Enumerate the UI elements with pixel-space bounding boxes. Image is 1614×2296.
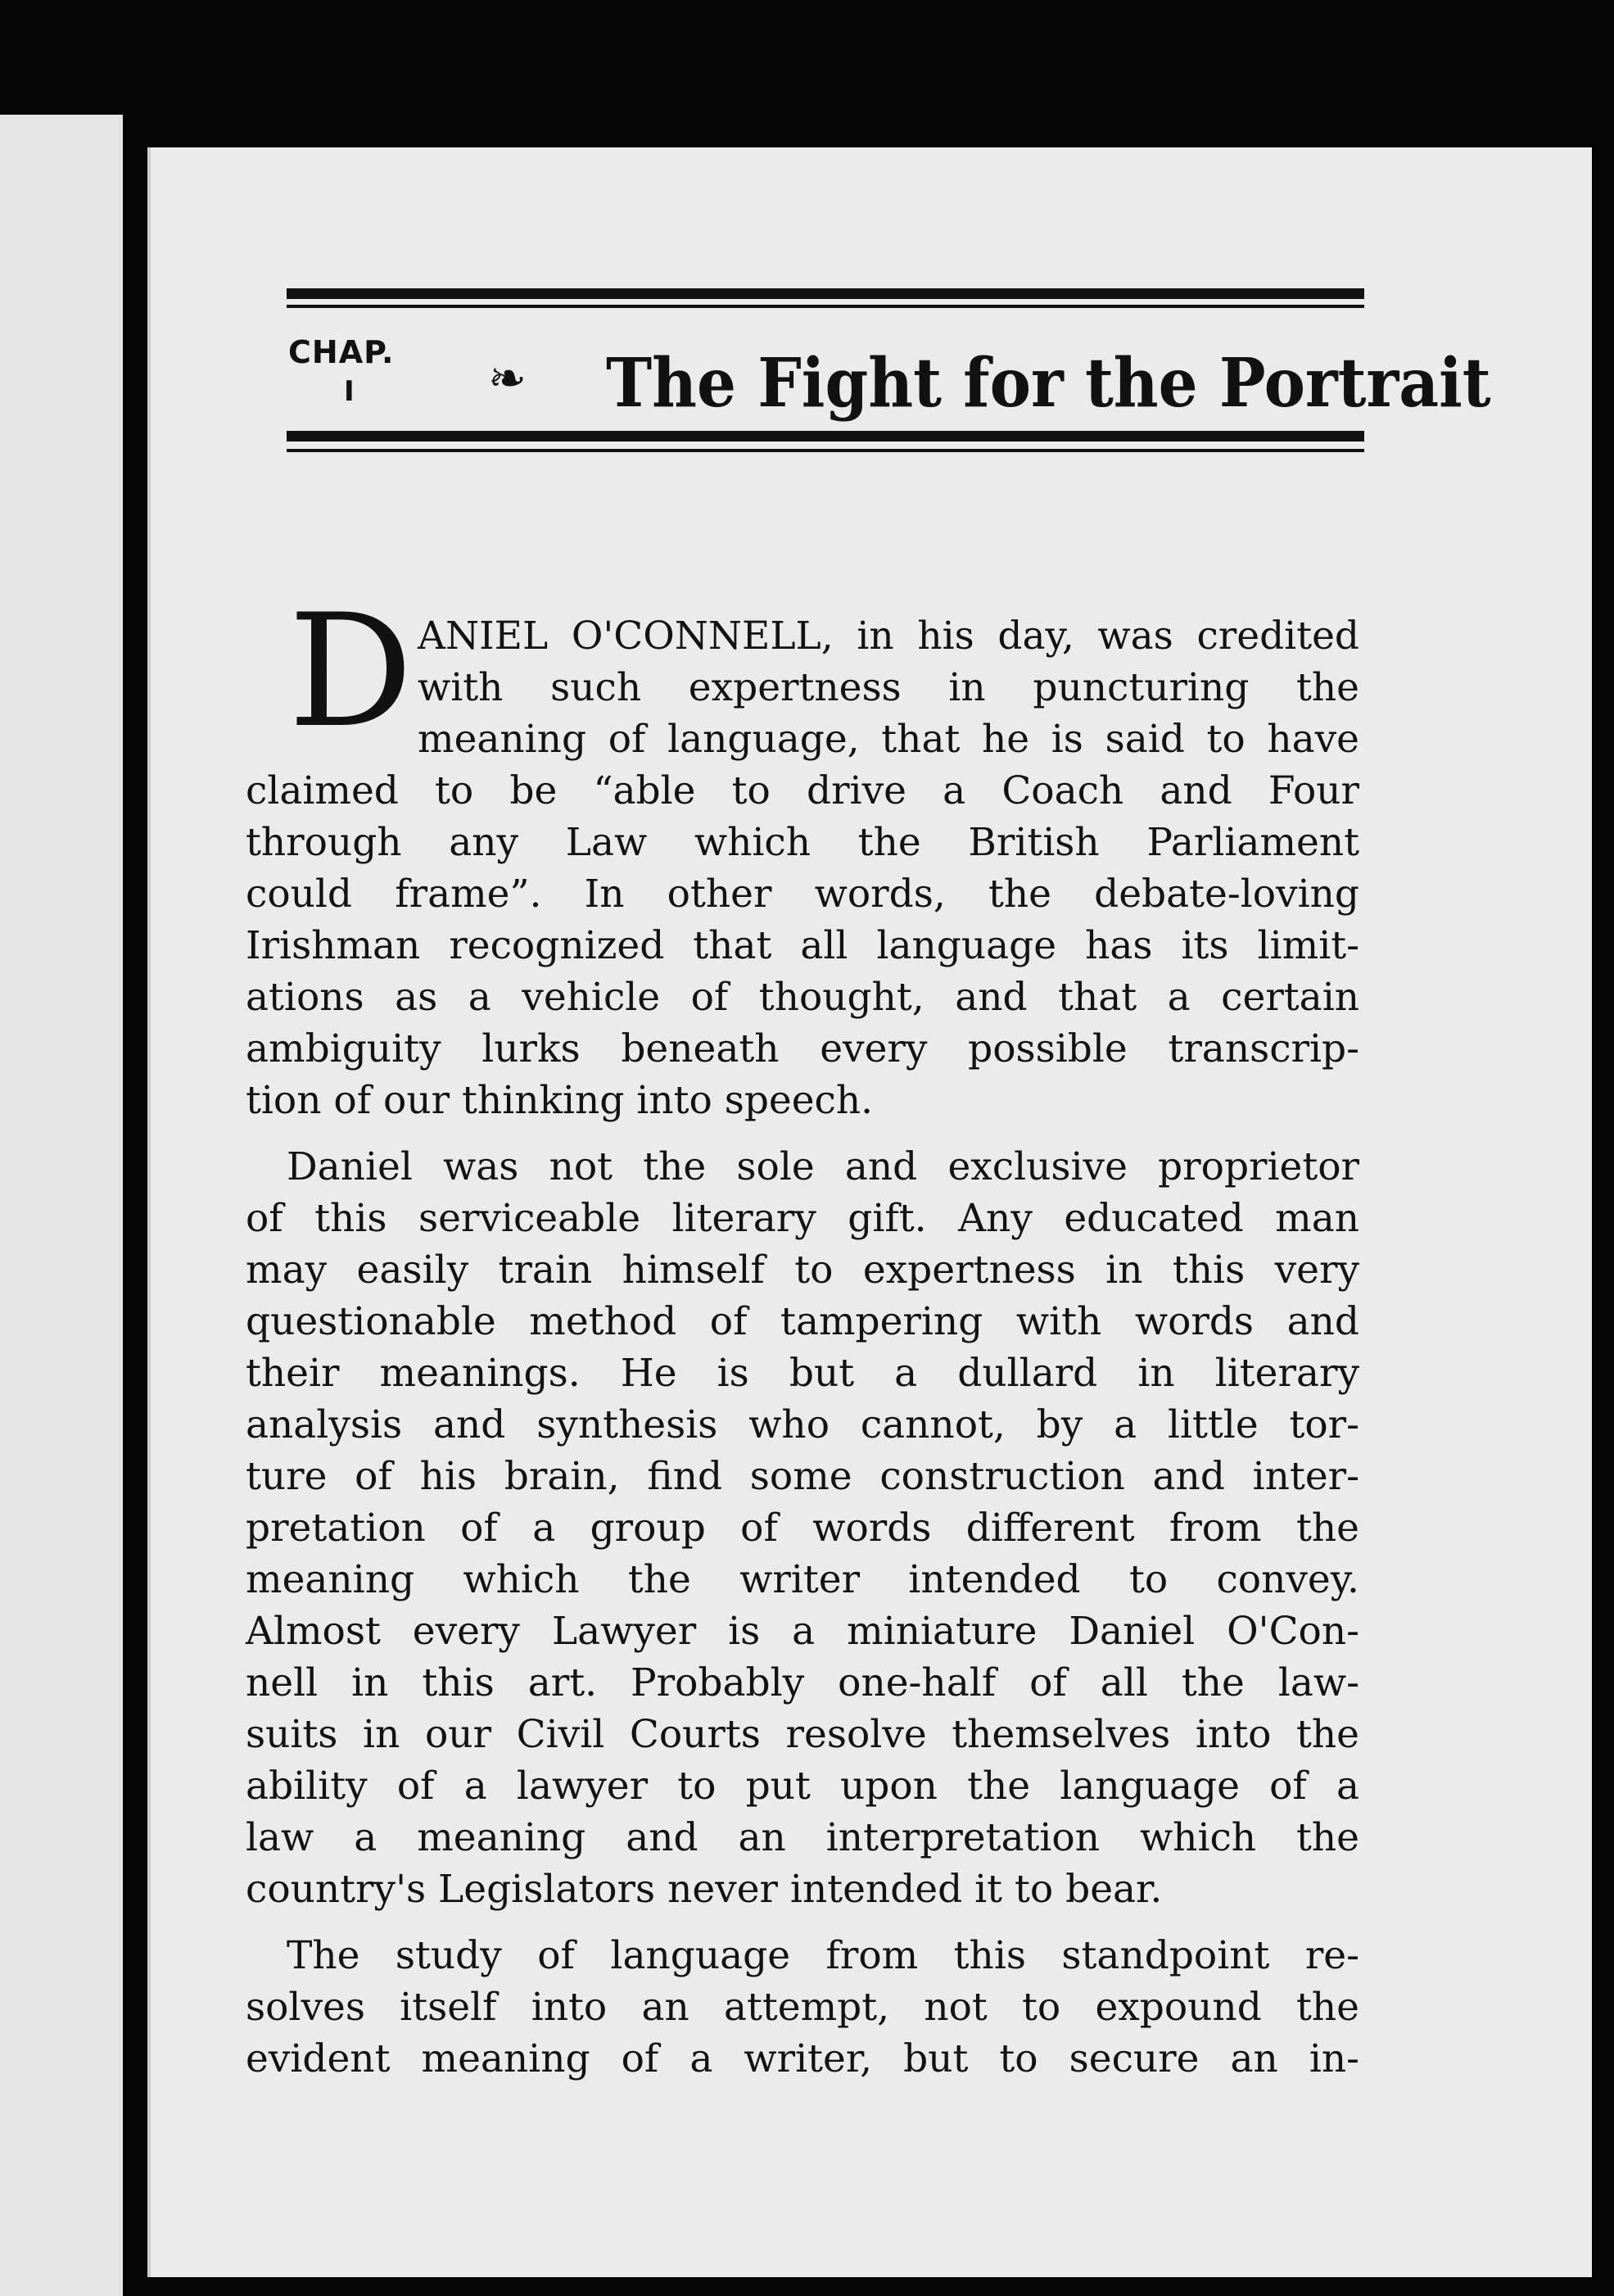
text-line: claimed to be “able to drive a Coach and Four: [246, 768, 1359, 813]
facing-page-edge: [0, 115, 123, 2296]
header-rule-top: [287, 288, 1364, 299]
text-line: of this serviceable literary gift. Any educated man: [246, 1196, 1359, 1241]
text-line: solves itself into an attempt, not to expound the: [246, 1985, 1359, 2030]
text-line: pretation of a group of words different from the: [246, 1506, 1359, 1551]
text-line: suits in our Civil Courts resolve themselves into the: [246, 1712, 1359, 1757]
text-line: Daniel was not the sole and exclusive proprietor: [287, 1144, 1359, 1189]
opening-words: ANIEL O'CONNELL,: [418, 614, 834, 659]
text-line: Irishman recognized that all language has its limit-: [246, 923, 1359, 968]
text-line: could frame”. In other words, the debate-loving: [246, 872, 1359, 917]
text-line: evident meaning of a writer, but to secure an in-: [246, 2036, 1359, 2081]
header-rule-bottom: [287, 431, 1364, 442]
chapter-number: I: [344, 375, 355, 408]
text-line: ability of a lawyer to put upon the language of a: [246, 1764, 1359, 1809]
chapter-label: CHAP.: [288, 334, 395, 370]
header-rule-bottom-thin: [287, 449, 1364, 452]
text-line: nell in this art. Probably one-half of all the law-: [246, 1660, 1359, 1705]
header-rule-top-thin: [287, 305, 1364, 308]
drop-cap: D: [288, 581, 414, 762]
text-line: may easily train himself to expertness in this very: [246, 1248, 1359, 1293]
body-text: [246, 610, 1359, 2085]
text-line: ANIEL O'CONNELL, in his day, was credited: [418, 614, 1359, 659]
text-line: through any Law which the British Parliament: [246, 820, 1359, 865]
text-line: with such expertness in puncturing the: [418, 665, 1359, 710]
text-line: country's Legislators never intended it to bear.: [246, 1867, 1163, 1912]
text-line: meaning which the writer intended to convey.: [246, 1557, 1359, 1602]
text-line: their meanings. He is but a dullard in literary: [246, 1351, 1359, 1396]
chapter-title: The Fight for the Portrait: [606, 344, 1491, 423]
text-line: meaning of language, that he is said to have: [418, 717, 1359, 762]
text-line: tion of our thinking into speech.: [246, 1078, 874, 1123]
text-line: analysis and synthesis who cannot, by a little tor-: [246, 1402, 1359, 1447]
text-line: law a meaning and an interpretation which the: [246, 1815, 1359, 1860]
text-line: ture of his brain, find some construction and inter-: [246, 1454, 1359, 1499]
text-line: Almost every Lawyer is a miniature Daniel O'Con-: [246, 1609, 1359, 1654]
text-line: questionable method of tampering with words and: [246, 1299, 1359, 1344]
text-line: The study of language from this standpoint re-: [287, 1933, 1359, 1978]
fleuron-icon: ❧: [488, 352, 527, 405]
text-line: ambiguity lurks beneath every possible transcrip-: [246, 1026, 1359, 1071]
text-line: ations as a vehicle of thought, and that a certain: [246, 975, 1359, 1020]
